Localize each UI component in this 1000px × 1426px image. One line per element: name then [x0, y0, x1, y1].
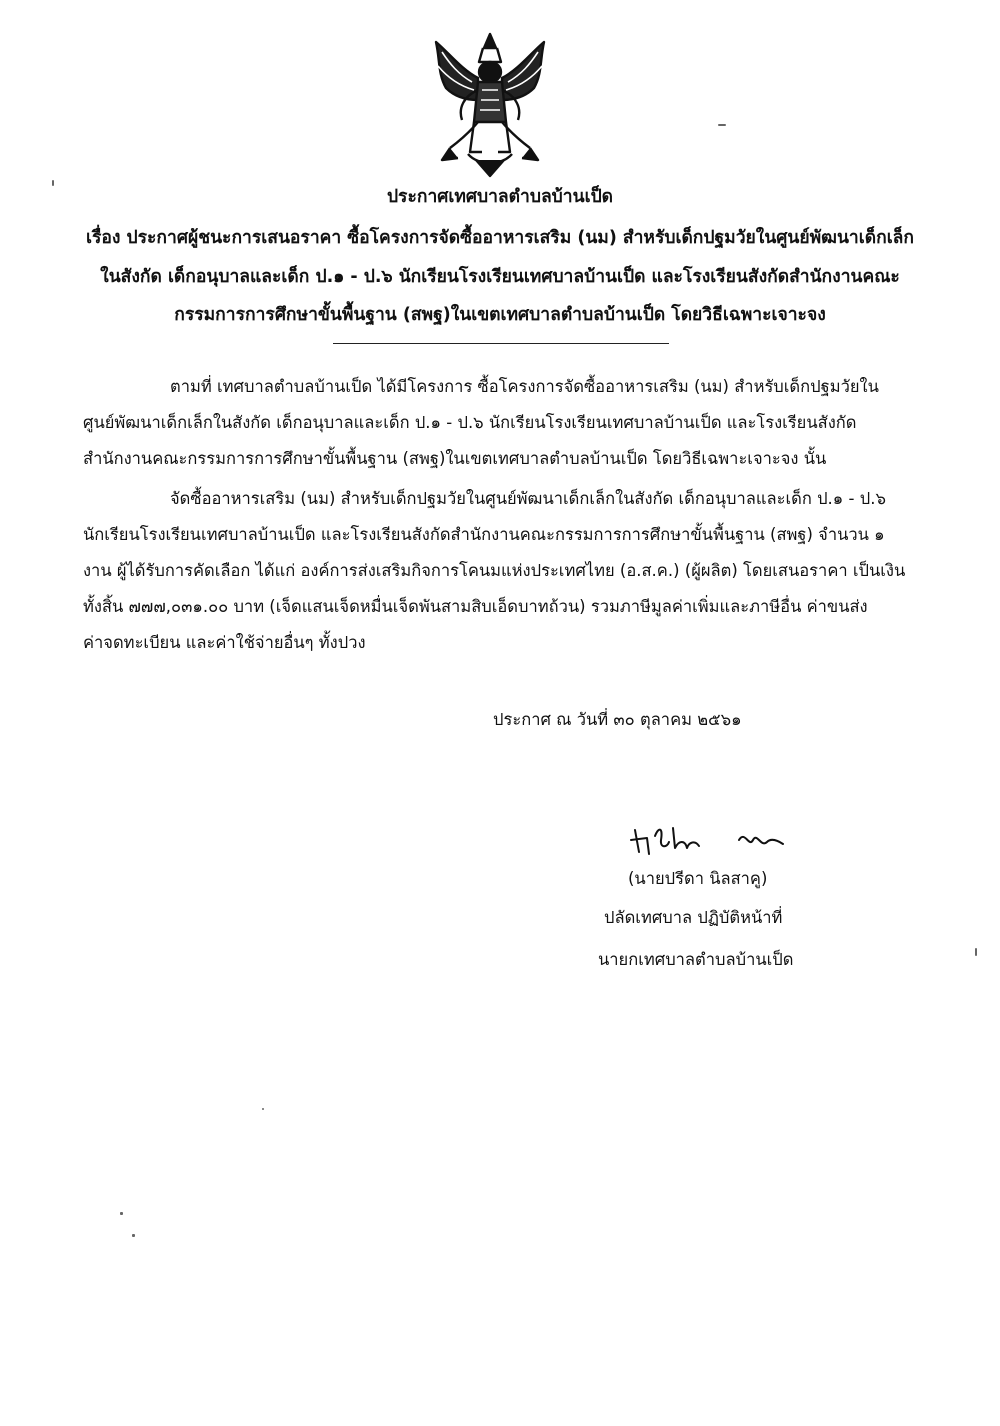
scan-speck — [975, 948, 977, 956]
announcement-title: ประกาศเทศบาลตำบลบ้านเป็ด — [386, 187, 614, 207]
divider — [333, 343, 669, 344]
paragraph2-line-5: ค่าจดทะเบียน และค่าใช้จ่ายอื่นๆ ทั้งปวง — [83, 633, 366, 652]
paragraph2-line-3: งาน ผู้ได้รับการคัดเลือก ได้แก่ องค์การส่งเสริมกิจการโคนมแห่งประเทศไทย (อ.ส.ค.) (ผู้ผลิต) โดยเสนอราคา เป็นเงิน — [83, 561, 906, 580]
scan-speck — [52, 180, 54, 186]
paragraph1-line-1: ตามที่ เทศบาลตำบลบ้านเป็ด ได้มีโครงการ ซื้อโครงการจัดซื้ออาหารเสริม (นม) สำหรับเด็กปฐมวัยใน — [170, 377, 879, 396]
subject-line-3: กรรมการการศึกษาขั้นพื้นฐาน (สพฐ)ในเขตเทศบาลตำบลบ้านเป็ด โดยวิธีเฉพาะเจาะจง — [174, 305, 826, 325]
signatory-position-2: นายกเทศบาลตำบลบ้านเป็ด — [598, 950, 794, 969]
paragraph1-line-3: สำนักงานคณะกรรมการการศึกษาขั้นพื้นฐาน (สพฐ)ในเขตเทศบาลตำบลบ้านเป็ด โดยวิธีเฉพาะเจาะจง นั้น — [83, 449, 827, 468]
subject-line-2: ในสังกัด เด็กอนุบาลและเด็ก ป.๑ - ป.๖ นักเรียนโรงเรียนเทศบาลบ้านเป็ด และโรงเรียนสังกัดสำนักงานคณะ — [100, 267, 900, 287]
scan-speck — [120, 1212, 123, 1215]
signatory-name: (นายปรีดา นิลสาคู) — [628, 869, 768, 888]
paragraph2-line-2: นักเรียนโรงเรียนเทศบาลบ้านเป็ด และโรงเรียนสังกัดสำนักงานคณะกรรมการการศึกษาขั้นพื้นฐาน (สพฐ) จำนวน ๑ — [83, 525, 885, 544]
garuda-emblem-icon — [428, 30, 552, 178]
handwritten-signature-icon — [627, 818, 792, 858]
subject-line-1: เรื่อง ประกาศผู้ชนะการเสนอราคา ซื้อโครงการจัดซื้ออาหารเสริม (นม) สำหรับเด็กปฐมวัยในศูนย์พัฒนาเด็กเล็ก — [86, 228, 914, 248]
paragraph2-line-4: ทั้งสิ้น ๗๗๗,๐๓๑.๐๐ บาท (เจ็ดแสนเจ็ดหมื่นเจ็ดพันสามสิบเอ็ดบาทถ้วน) รวมภาษีมูลค่าเพิ่มและภาษีอื่น ค่าขนส่ง — [83, 597, 868, 616]
scan-speck — [262, 1108, 264, 1110]
announcement-date: ประกาศ ณ วันที่ ๓๐ ตุลาคม ๒๕๖๑ — [493, 710, 742, 729]
scan-speck — [718, 124, 726, 126]
scan-speck — [132, 1234, 135, 1237]
signatory-position-1: ปลัดเทศบาล ปฏิบัติหน้าที่ — [604, 908, 783, 927]
paragraph2-line-1: จัดซื้ออาหารเสริม (นม) สำหรับเด็กปฐมวัยในศูนย์พัฒนาเด็กเล็กในสังกัด เด็กอนุบาลและเด็ก ป.๑ - ป.๖ — [170, 489, 886, 508]
paragraph1-line-2: ศูนย์พัฒนาเด็กเล็กในสังกัด เด็กอนุบาลและเด็ก ป.๑ - ป.๖ นักเรียนโรงเรียนเทศบาลบ้านเป็ด และโรงเรียนสังกัด — [83, 413, 857, 432]
